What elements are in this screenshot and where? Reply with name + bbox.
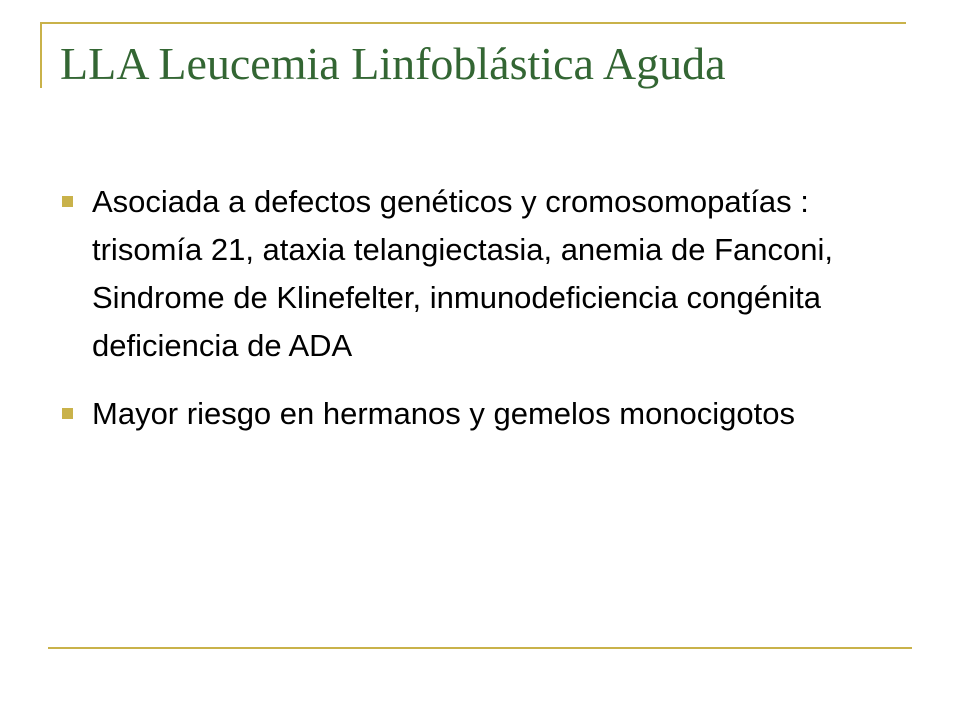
bullet-list: [62, 178, 882, 458]
frame-left-line: [40, 22, 42, 88]
bullet-item: [62, 390, 882, 438]
square-bullet-icon: [62, 408, 73, 419]
bullet-text: Mayor riesgo en hermanos y gemelos monocigotos: [92, 396, 796, 432]
slide-title: LLA Leucemia Linfoblástica Aguda: [60, 38, 726, 89]
bullet-item: [62, 178, 882, 370]
frame-top-line: [40, 22, 906, 24]
bullet-text: Asociada a defectos genéticos y cromosomopatías : trisomía 21, ataxia telangiectasia, anemia de Fanconi, Sindrome de Klinefelter, inmunodeficiencia congénita deficiencia de ADA: [92, 184, 833, 364]
frame-bottom-line: [48, 647, 912, 649]
square-bullet-icon: [62, 196, 73, 207]
